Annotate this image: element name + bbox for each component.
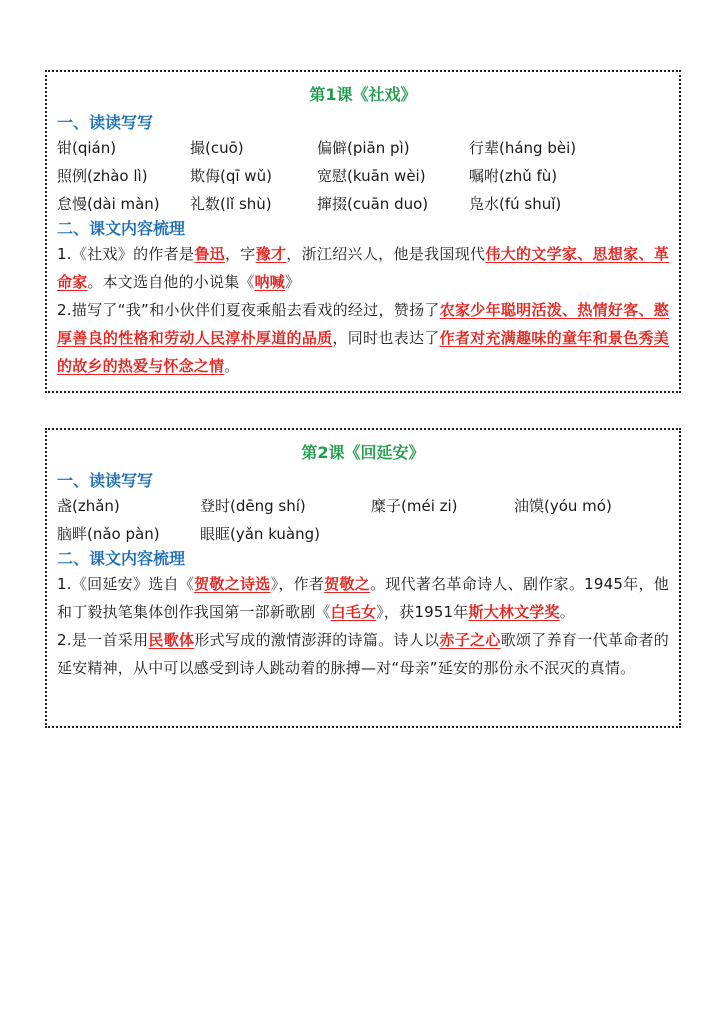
text-run: 》，作者 [270,575,325,593]
key-point: 农家少年聪明活泼、热情好客、憨厚善良的性格和劳动人民淳朴厚道的品质 [57,301,669,347]
key-point: 豫才 [255,245,287,263]
vocab-word: 脑畔(nǎo pàn) [57,525,160,543]
key-point: 鲁迅 [194,245,225,263]
vocab-word: 嘱咐(zhǔ fù) [469,167,558,185]
vocab-word: 欺侮(qī wǔ) [190,167,272,185]
text-run: 。本文选自他的小说集《 [87,273,255,291]
vocab-word: 宽慰(kuān wèi) [317,167,426,185]
section-title-summary: 二、课文内容梳理 [57,219,186,238]
key-point: 伟大的文学家、思想家、革命家 [57,245,670,291]
lesson-card-1 [45,70,681,393]
text-run: ，浙江绍兴人，他是我国现代 [286,245,486,263]
text-run: 2.描写了“我”和小伙伴们夏夜乘船去看戏的经过，赞扬了 [57,301,440,319]
vocab-word: 眼眶(yǎn kuàng) [200,525,321,543]
vocab-word: 照例(zhào lì) [57,167,148,185]
vocab-row [57,520,669,548]
key-point: 作者对充满趣味的童年和景色秀美的故乡的热爱与怀念之情 [57,329,669,375]
text-run: 》 [285,273,301,291]
text-run: 歌颂了养育一代革命者的延安精神，从中可以感受到诗人跳动着的脉搏—对“母亲”延安的那份永不泯灭的真情。 [57,631,669,677]
vocab-word: 行辈(háng bèi) [469,139,577,157]
key-point: 呐喊 [254,273,286,291]
summary-paragraph [57,570,669,626]
text-run: 1.《社戏》的作者是 [57,245,195,263]
vocab-word: 登时(dēng shí) [200,497,306,515]
key-point: 贺敬之诗选 [194,575,271,593]
vocab-row [57,134,669,162]
key-point: 白毛女 [330,603,377,621]
vocab-word: 凫水(fú shuǐ) [469,195,562,213]
vocab-word: 糜子(méi zi) [371,497,458,515]
vocab-word: 怠慢(dài màn) [57,195,160,213]
text-run: 。 [224,357,240,375]
text-run: 形式写成的激情澎湃的诗篇。诗人以 [194,631,440,649]
text-run: 2.是一首采用 [57,631,149,649]
vocab-word: 盏(zhǎn) [57,497,120,515]
lesson-card-2 [45,428,681,728]
section-title-summary: 二、课文内容梳理 [57,549,186,568]
section-title-vocab: 一、读读写写 [57,471,154,490]
key-point: 赤子之心 [439,631,501,649]
text-run: 。现代著名革命诗人、剧作家。1945年，他和丁毅执笔集体创作我国第一部新歌剧《 [57,575,669,621]
lesson-title: 第1课《社戏》 [309,85,417,104]
lesson-title: 第2课《回延安》 [301,443,425,462]
summary-paragraph [57,296,669,380]
vocab-row [57,492,669,520]
text-run: 》，获1951年 [376,603,469,621]
text-run: ，同时也表达了 [332,329,440,347]
key-point: 斯大林文学奖 [468,603,560,621]
vocab-word: 撮(cuō) [190,139,244,157]
vocab-word: 油馍(yóu mó) [514,497,612,515]
text-run: ，字 [224,245,256,263]
text-run: 1.《回延安》选自《 [57,575,195,593]
vocab-word: 偏僻(piān pì) [317,139,410,157]
summary-paragraph [57,626,669,682]
vocab-word: 礼数(lǐ shù) [190,195,272,213]
summary-paragraph [57,240,669,296]
vocab-word: 钳(qián) [57,139,117,157]
section-title-vocab: 一、读读写写 [57,113,154,132]
vocab-word: 撺掇(cuān duo) [317,195,429,213]
vocab-row [57,162,669,190]
vocab-row [57,190,669,218]
key-point: 贺敬之 [324,575,371,593]
text-run: 。 [559,603,575,621]
key-point: 民歌体 [148,631,195,649]
